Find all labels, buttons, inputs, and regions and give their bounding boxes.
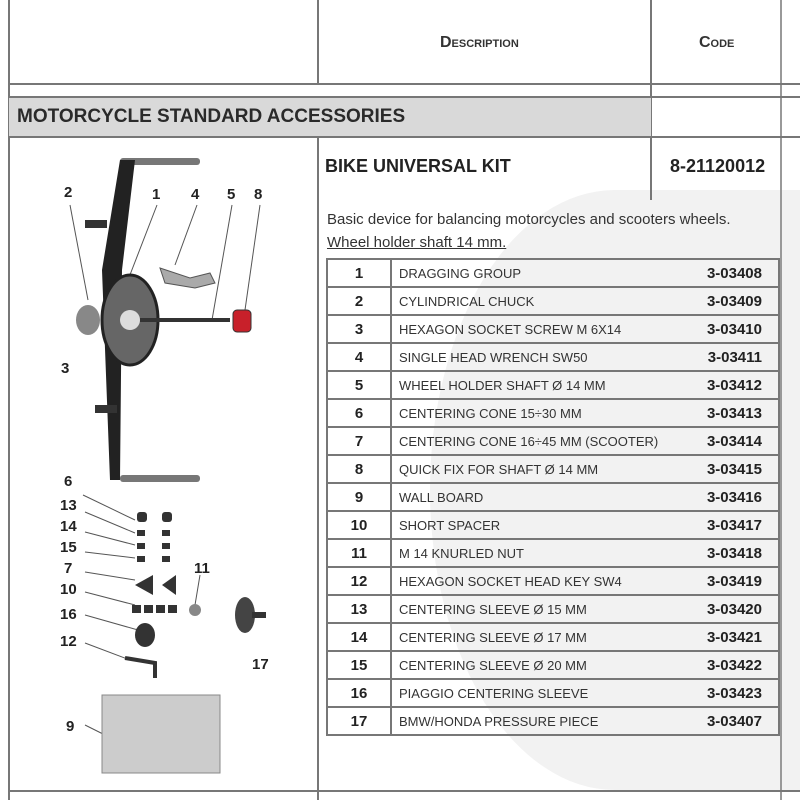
part-number: 16 [327,679,391,707]
part-name: QUICK FIX FOR SHAFT Ø 14 MM [391,455,672,483]
part-name: CENTERING SLEEVE Ø 15 MM [391,595,672,623]
part-code: 3-03421 [672,623,779,651]
part-code: 3-03423 [672,679,779,707]
part-code: 3-03408 [672,259,779,287]
divider [8,790,800,792]
description-line: Basic device for balancing motorcycles and scooters wheels. [327,211,731,228]
part-row [327,287,779,315]
part-code: 3-03415 [672,455,779,483]
part-number: 6 [327,399,391,427]
part-code: 3-03411 [672,343,779,371]
part-code: 3-03410 [672,315,779,343]
description-header: Description [440,34,519,51]
divider [8,136,800,138]
part-row [327,315,779,343]
part-name: DRAGGING GROUP [391,259,672,287]
callout-17: 17 [252,656,269,673]
part-code: 3-03422 [672,651,779,679]
part-number: 8 [327,455,391,483]
description-line: Wheel holder shaft 14 mm. [327,234,507,251]
part-name: CENTERING CONE 15÷30 MM [391,399,672,427]
divider [317,136,319,800]
part-name: PIAGGIO CENTERING SLEEVE [391,679,672,707]
part-row [327,259,779,287]
part-number: 11 [327,539,391,567]
part-number: 4 [327,343,391,371]
callout-10: 10 [60,581,77,598]
part-row [327,539,779,567]
part-code: 3-03414 [672,427,779,455]
part-row [327,455,779,483]
callout-6: 6 [64,473,73,490]
part-number: 3 [327,315,391,343]
callout-16: 16 [60,606,77,623]
part-row [327,371,779,399]
kit-code: 8-21120012 [670,156,766,176]
part-row [327,343,779,371]
part-name: CENTERING SLEEVE Ø 17 MM [391,623,672,651]
section-title: MOTORCYCLE STANDARD ACCESSORIES [17,106,406,127]
part-number: 10 [327,511,391,539]
part-row [327,595,779,623]
part-row [327,651,779,679]
part-number: 1 [327,259,391,287]
part-row [327,567,779,595]
part-name: SHORT SPACER [391,511,672,539]
part-name: HEXAGON SOCKET HEAD KEY SW4 [391,567,672,595]
part-number: 13 [327,595,391,623]
kit-description [327,208,777,254]
part-number: 14 [327,623,391,651]
part-number: 15 [327,651,391,679]
callout-14: 14 [60,518,77,535]
part-name: M 14 KNURLED NUT [391,539,672,567]
part-number: 2 [327,287,391,315]
part-number: 12 [327,567,391,595]
callout-8: 8 [254,186,263,203]
part-row [327,511,779,539]
kit-title: BIKE UNIVERSAL KIT [325,156,511,176]
callout-5: 5 [227,186,236,203]
part-row [327,427,779,455]
leader-lines [70,205,260,740]
part-code: 3-03412 [672,371,779,399]
border-right [780,0,782,800]
part-row [327,707,779,735]
cylindrical-chuck [76,305,100,335]
callout-3: 3 [61,360,70,377]
part-number: 9 [327,483,391,511]
part-name: CYLINDRICAL CHUCK [391,287,672,315]
part-code: 3-03419 [672,567,779,595]
part-row [327,399,779,427]
code-header: Code [699,34,735,51]
exploded-diagram [40,150,290,780]
parts-table [326,258,780,736]
part-code: 3-03420 [672,595,779,623]
part-name: CENTERING CONE 16÷45 MM (SCOOTER) [391,427,672,455]
callout-9: 9 [66,718,75,735]
part-name: BMW/HONDA PRESSURE PIECE [391,707,672,735]
part-code: 3-03417 [672,511,779,539]
callout-11: 11 [194,560,210,577]
part-number: 5 [327,371,391,399]
part-code: 3-03416 [672,483,779,511]
part-name: HEXAGON SOCKET SCREW M 6X14 [391,315,672,343]
part-code: 3-03418 [672,539,779,567]
part-row [327,623,779,651]
part-number: 17 [327,707,391,735]
quick-fix [233,310,251,332]
callout-1: 1 [152,186,161,203]
part-number: 7 [327,427,391,455]
part-name: WALL BOARD [391,483,672,511]
part-name: WHEEL HOLDER SHAFT Ø 14 MM [391,371,672,399]
divider [317,0,319,84]
callout-12: 12 [60,633,77,650]
part-name: SINGLE HEAD WRENCH SW50 [391,343,672,371]
divider [8,83,800,85]
part-code: 3-03407 [672,707,779,735]
section-header [9,98,651,136]
callout-15: 15 [60,539,77,556]
callout-7: 7 [64,560,73,577]
part-code: 3-03409 [672,287,779,315]
part-code: 3-03413 [672,399,779,427]
part-name: CENTERING SLEEVE Ø 20 MM [391,651,672,679]
wrench [160,268,215,288]
frame-handle [120,475,200,482]
callout-2: 2 [64,184,73,201]
part-row [327,679,779,707]
part-row [327,483,779,511]
wall-board [102,695,220,773]
callout-4: 4 [191,186,200,203]
callout-13: 13 [60,497,77,514]
